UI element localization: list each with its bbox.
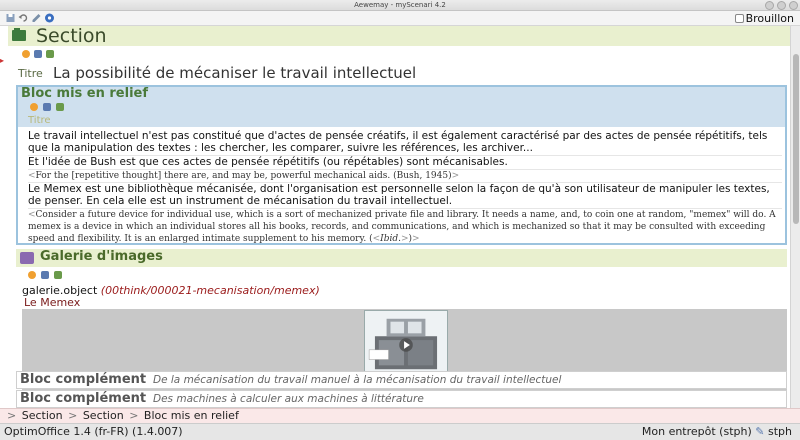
editor-area [0, 26, 790, 408]
title-field-label: Titre [18, 67, 43, 80]
preview-icon[interactable] [34, 50, 42, 58]
toolbar [0, 11, 800, 26]
undo-icon[interactable] [18, 13, 29, 23]
save-icon[interactable] [5, 13, 16, 23]
paragraph-2[interactable]: Et l'idée de Bush est que ces actes de pensée répétitifs (ou répétables) sont mécanisables. [28, 156, 508, 168]
memex-illustration-image[interactable] [364, 310, 448, 378]
status-right [642, 424, 792, 440]
gallery-object-path[interactable]: (00think/000021-mecanisation/memex) [100, 284, 320, 297]
complement-title[interactable]: De la mécanisation du travail manuel à la mécanisation du travail intellectuel [153, 374, 562, 386]
breadcrumb-item[interactable]: Section [21, 409, 63, 422]
breadcrumb-separator-icon: > [68, 409, 78, 422]
edit-icon[interactable] [31, 13, 42, 23]
quote-2-text-b: intimate supplement to his memory. ( [202, 234, 373, 244]
breadcrumb-item[interactable]: Bloc mis en relief [143, 409, 239, 422]
section-label: Section [36, 26, 107, 47]
status-bar [0, 423, 800, 440]
repository-status[interactable]: Mon entrepôt (stph) [641, 425, 752, 438]
paragraph-1[interactable] [28, 130, 782, 154]
title-field-value[interactable]: La possibilité de mécaniser le travail intellectuel [53, 64, 417, 82]
block-add-icon[interactable] [30, 103, 38, 111]
quote-2-text-d: ) [408, 234, 413, 244]
draft-toggle[interactable] [735, 12, 794, 25]
add-icon[interactable] [22, 50, 30, 58]
close-button[interactable] [789, 1, 798, 10]
maximize-button[interactable] [777, 1, 786, 10]
highlighted-block-header [18, 87, 785, 127]
user-name[interactable]: stph [768, 425, 792, 438]
complement-label: Bloc complément [20, 391, 147, 406]
draft-checkbox[interactable] [735, 14, 744, 23]
paragraph-1-end: : les chercher, les comparer, suivre les références, les archiver... [190, 142, 533, 154]
gallery-add-icon[interactable] [28, 271, 36, 279]
scrollbar-thumb[interactable] [793, 54, 799, 224]
help-icon[interactable] [44, 13, 55, 23]
image-gallery-header [16, 249, 787, 267]
quote-2[interactable]: <Consider a future device for individual use, which is a sort of mechanized private file and library. It needs a name, and, to coin one at random, "memex" will do. A memex is a device in which an individual stores all his books, records, and communications, and which is mechanized so that it may be consulted with exceeding speed and flexibility. It is an enlarged intimate supplement to his memory. (<Ibid.>)> [28, 210, 776, 244]
complement-block-1[interactable] [16, 371, 787, 389]
breadcrumb-item[interactable]: Section [82, 409, 124, 422]
gallery-preview-icon[interactable] [41, 271, 49, 279]
complement-block-2[interactable] [16, 390, 787, 408]
highlighted-block[interactable] [16, 85, 787, 245]
image-caption[interactable]: Le Memex [24, 296, 81, 309]
minimize-button[interactable] [765, 1, 774, 10]
window-titlebar [0, 0, 800, 11]
section-icon [12, 30, 26, 41]
block-edit-icon[interactable] [56, 103, 64, 111]
draft-label: Brouillon [745, 12, 794, 25]
vertical-scrollbar[interactable] [790, 26, 800, 408]
gallery-object-prefix: galerie.object [22, 284, 98, 297]
insert-marker-icon[interactable]: ▸ [0, 56, 5, 65]
quote-2-text-a: Consider a future device for individual use, which is a sort of mechanized private file and library. It needs a name, and, to coin one at random, "memex" will do. A memex is a device in which an individual stores all his books, records, and communications, and which is mechanized so that it may be consulted with exceeding speed and flexibility. It is an enlarged [28, 210, 776, 244]
block-preview-icon[interactable] [43, 103, 51, 111]
complement-title[interactable]: Des machines à calculer aux machines à littérature [153, 393, 424, 405]
paragraph-1-text: Le travail intellectuel n'est pas constitué que d'actes de pensée créatifs, il est également caractérisé par des actes de pensée répétitifs, tels que la manipulation des textes [28, 130, 768, 154]
paragraph-3[interactable]: Le Memex est une bibliothèque mécanisée, dont l'organisation est personnelle selon la façon de qu'à son utilisateur de manipuler les textes, de penser. En cela elle est un instrument de mécanisation du travail intellectuel. [28, 183, 770, 207]
gallery-edit-icon[interactable] [54, 271, 62, 279]
breadcrumb-separator-icon: > [7, 409, 17, 422]
image-gallery-label: Galerie d'images [40, 249, 163, 264]
breadcrumb [0, 408, 800, 423]
highlighted-block-label: Bloc mis en relief [21, 86, 149, 101]
block-title-placeholder[interactable]: Titre [28, 115, 51, 126]
edit-item-icon[interactable] [46, 50, 54, 58]
breadcrumb-separator-icon: > [129, 409, 139, 422]
user-icon: ✎ [755, 425, 765, 438]
quote-1[interactable]: <For the [repetitive thought] there are, and may be, powerful mechanical aids. (Bush, 1945)> [28, 171, 460, 181]
gallery-icon [20, 252, 34, 264]
quote-1-text: For the [repetitive thought] there are, and may be, powerful mechanical aids. (Bush, 1945) [35, 171, 452, 181]
quote-2-ibid: Ibid. [380, 234, 401, 244]
app-version: OptimOffice 1.4 (fr-FR) (1.4.007) [4, 425, 183, 438]
complement-label: Bloc complément [20, 372, 147, 387]
section-header[interactable] [8, 26, 790, 46]
window-title: Aewemay - myScenari 4.2 [354, 1, 446, 9]
